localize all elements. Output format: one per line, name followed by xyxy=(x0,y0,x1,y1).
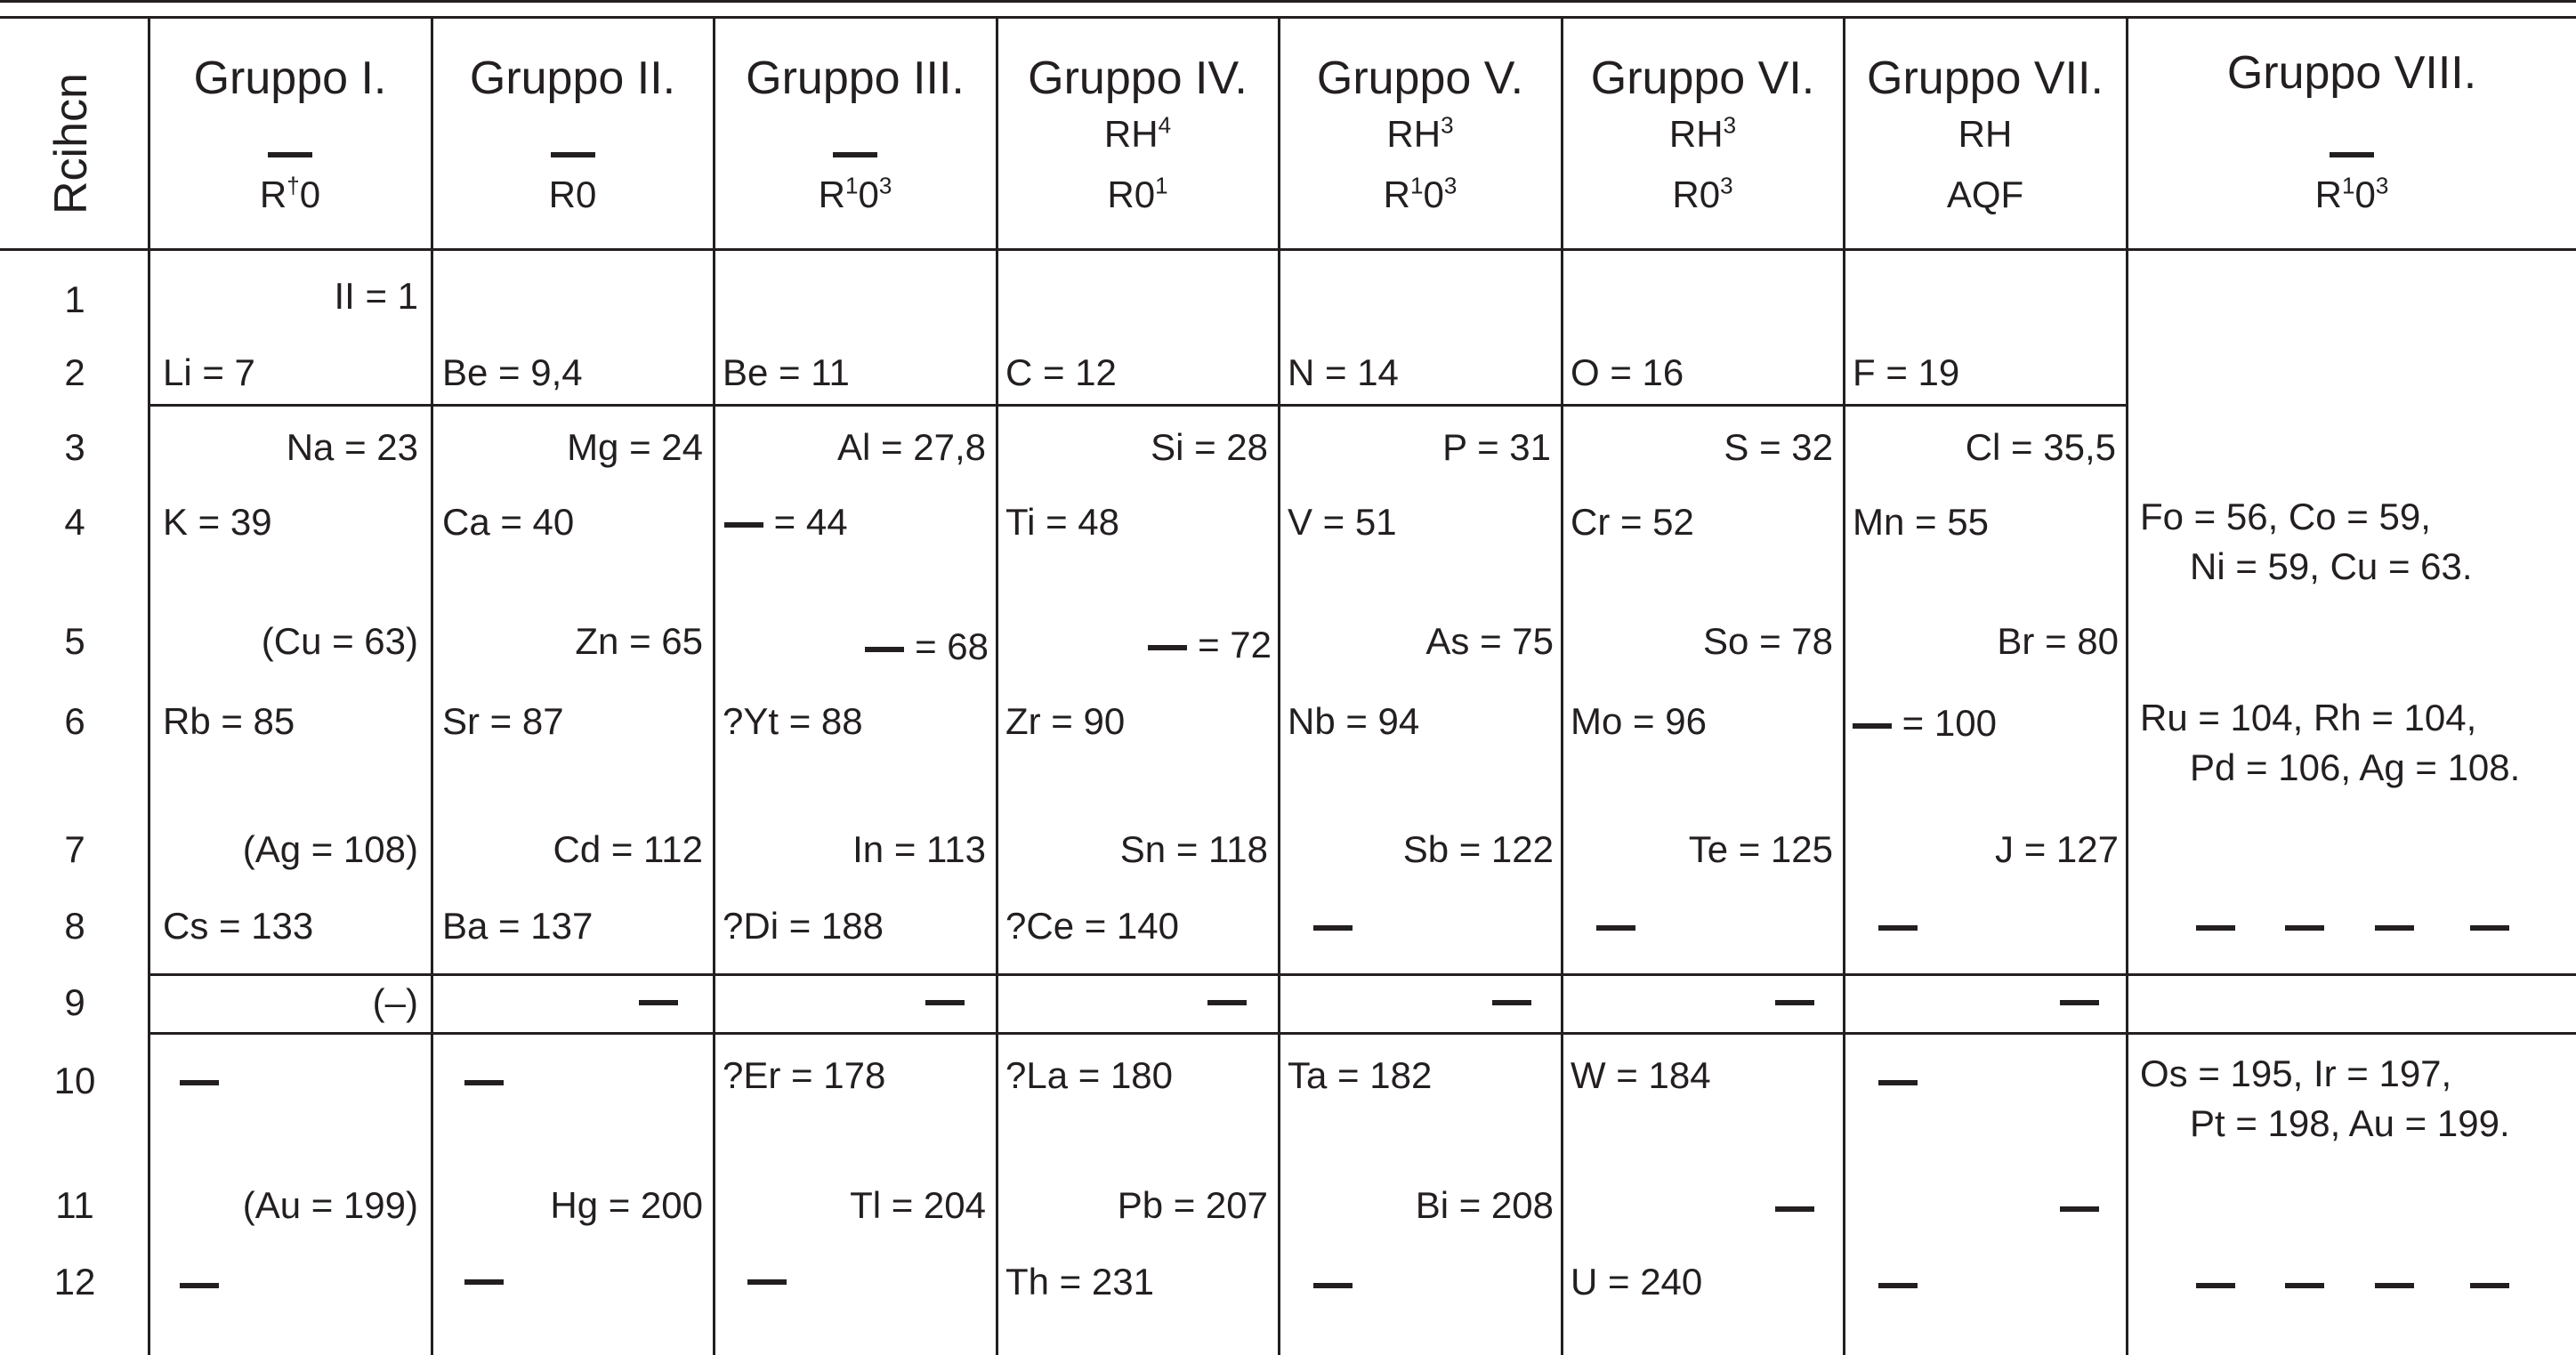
element-cell: As = 75 xyxy=(1425,620,1554,662)
element-cell: Cs = 133 xyxy=(163,905,314,947)
element-cell: Ti = 48 xyxy=(1005,501,1120,543)
element-cell: S = 32 xyxy=(1724,426,1833,468)
group-title: Gruppo II. xyxy=(469,52,676,104)
dash-mark xyxy=(1878,1080,1918,1085)
element-cell: II = 1 xyxy=(334,275,418,317)
dash-mark xyxy=(1492,1000,1531,1005)
group-header-1 xyxy=(149,18,431,248)
row-number: 1 xyxy=(64,278,85,320)
group-oxide: R†0 xyxy=(259,172,321,215)
element-cell: = 68 xyxy=(716,628,989,665)
element-cell: W = 184 xyxy=(1571,1054,1711,1096)
group-oxide: $R0^3$ xyxy=(1672,172,1733,215)
element-cell: Zn = 65 xyxy=(575,620,703,662)
element-cell: Bi = 208 xyxy=(1415,1184,1554,1226)
element-cell-multi: Os = 195, Ir = 197, Pt = 198, Au = 199. xyxy=(2140,1053,2510,1144)
group-header-6 xyxy=(1563,18,1843,248)
element-cell: Sn = 118 xyxy=(1119,828,1268,870)
element-cell: Sb = 122 xyxy=(1402,828,1554,870)
element-cell: Ba = 137 xyxy=(442,905,594,947)
dash-mark xyxy=(464,1279,504,1285)
group-oxide: $R^10^3$ xyxy=(2314,172,2389,215)
element-cell: K = 39 xyxy=(163,501,272,543)
element-cell: = 72 xyxy=(999,626,1272,664)
element-cell: Hg = 200 xyxy=(550,1184,703,1226)
dash-mark xyxy=(2285,925,2324,931)
element-cell: Al = 27,8 xyxy=(837,426,986,468)
group-title: Gruppo V. xyxy=(1316,52,1524,104)
element-cell: Li = 7 xyxy=(163,351,255,393)
group-title: Gruppo VIII. xyxy=(2226,47,2477,99)
row9-rule xyxy=(149,1032,2576,1035)
element-cell: So = 78 xyxy=(1703,620,1833,662)
row-number: 11 xyxy=(55,1184,94,1226)
element-cell: ?Yt = 88 xyxy=(723,700,863,742)
dash-mark xyxy=(551,152,595,157)
element-cell: C = 12 xyxy=(1005,351,1117,393)
group-oxide: R0 xyxy=(548,173,597,215)
element-cell: P = 31 xyxy=(1442,426,1551,468)
element-cell: U = 240 xyxy=(1571,1261,1703,1303)
dash-mark xyxy=(2196,925,2235,931)
element-cell: Si = 28 xyxy=(1151,426,1268,468)
element-cell: Nb = 94 xyxy=(1288,700,1420,742)
group-hydride: RH xyxy=(1958,113,2013,155)
group-title: Gruppo IV. xyxy=(1028,52,1248,104)
row-number: 7 xyxy=(64,828,85,870)
dash-mark xyxy=(1878,1283,1918,1288)
element-cell: Mn = 55 xyxy=(1853,501,1989,543)
element-cell: Zr = 90 xyxy=(1005,700,1126,742)
dash-mark xyxy=(2330,152,2374,157)
element-cell: Be = 11 xyxy=(723,351,850,393)
element-cell-multi: Fo = 56, Co = 59, Ni = 59, Cu = 63. xyxy=(2140,496,2473,587)
element-cell: N = 14 xyxy=(1288,351,1399,393)
element-cell: = 100 xyxy=(1853,705,1997,742)
dash-mark xyxy=(1853,723,1892,729)
element-cell: (Ag = 108) xyxy=(242,828,418,870)
row-number: 6 xyxy=(64,700,85,742)
dash-mark xyxy=(2196,1283,2235,1288)
element-cell: (Cu = 63) xyxy=(261,620,418,662)
element-cell: (Au = 199) xyxy=(242,1184,418,1226)
header-rule xyxy=(0,248,2576,251)
dash-mark xyxy=(1148,645,1187,650)
element-cell: In = 113 xyxy=(852,828,986,870)
element-cell: Rb = 85 xyxy=(163,700,295,742)
dash-mark xyxy=(1596,925,1635,931)
element-cell: Br = 80 xyxy=(1997,620,2119,662)
dash-mark xyxy=(180,1283,219,1288)
element-cell: V = 51 xyxy=(1288,501,1397,543)
dash-mark xyxy=(639,1000,678,1005)
group-title: Gruppo I. xyxy=(193,52,387,104)
element-cell-multi: Ru = 104, Rh = 104, Pd = 106, Ag = 108. xyxy=(2140,697,2521,788)
element-cell: Mg = 24 xyxy=(567,426,703,468)
element-cell: Sr = 87 xyxy=(442,700,564,742)
dash-mark xyxy=(268,152,312,157)
element-cell: Cl = 35,5 xyxy=(1965,426,2116,468)
row-number: 3 xyxy=(64,426,85,468)
element-cell: (–) xyxy=(372,981,418,1023)
element-cell: ?Di = 188 xyxy=(723,905,884,947)
group-oxide: $R^10^3$ xyxy=(1383,172,1458,215)
dash-mark xyxy=(180,1080,219,1085)
element-cell: ?La = 180 xyxy=(1005,1054,1174,1096)
element-cell: ?Er = 178 xyxy=(723,1054,886,1096)
dash-mark xyxy=(865,647,904,652)
element-cell: Tl = 204 xyxy=(850,1184,986,1226)
row-number: 10 xyxy=(53,1060,96,1101)
group-header-8 xyxy=(2128,18,2576,248)
row-number: 2 xyxy=(64,351,85,393)
row2-rule-g1-7 xyxy=(149,404,2128,407)
element-cell: Te = 125 xyxy=(1688,828,1833,870)
group-title: Gruppo III. xyxy=(746,52,965,104)
dash-mark xyxy=(2060,1000,2099,1005)
dash-mark xyxy=(2375,925,2414,931)
group-hydride: $RH^4$ xyxy=(1103,111,1172,155)
group-oxide: AQF xyxy=(1946,173,2024,215)
group-header-2 xyxy=(432,18,713,248)
dash-mark xyxy=(1775,1000,1814,1005)
dash-mark xyxy=(1313,1283,1353,1288)
group-header-3 xyxy=(715,18,996,248)
dash-mark xyxy=(833,152,877,157)
dash-mark xyxy=(2470,1283,2509,1288)
element-cell: Pb = 207 xyxy=(1117,1184,1268,1226)
group-oxide: $R^10^3$ xyxy=(818,172,892,215)
element-cell: J = 127 xyxy=(1995,828,2119,870)
element-cell: Mo = 96 xyxy=(1571,700,1707,742)
dash-mark xyxy=(2060,1206,2099,1212)
element-cell: Na = 23 xyxy=(286,426,418,468)
row-number: 4 xyxy=(64,501,85,543)
dash-mark xyxy=(1207,1000,1247,1005)
element-cell: ?Ce = 140 xyxy=(1005,905,1179,947)
dash-mark xyxy=(1775,1206,1814,1212)
dash-mark xyxy=(747,1279,787,1285)
row-number: 9 xyxy=(64,981,85,1023)
dash-mark xyxy=(2285,1283,2324,1288)
row-number: 8 xyxy=(64,905,85,947)
group-hydride: $RH^3$ xyxy=(1386,111,1454,155)
dash-mark xyxy=(724,522,763,528)
element-cell: F = 19 xyxy=(1853,351,1960,393)
element-cell: O = 16 xyxy=(1571,351,1684,393)
element-cell: Ca = 40 xyxy=(442,501,575,543)
dash-mark xyxy=(2470,925,2509,931)
group-header-7 xyxy=(1845,18,2126,248)
group-title: Gruppo VI. xyxy=(1590,52,1815,104)
group-hydride: $RH^3$ xyxy=(1668,111,1737,155)
group-header-5 xyxy=(1280,18,1561,248)
element-cell: Be = 9,4 xyxy=(442,351,583,393)
element-cell: Cr = 52 xyxy=(1571,501,1694,543)
row-number: 12 xyxy=(53,1261,96,1303)
group-header-4 xyxy=(997,18,1278,248)
series-label: Rcihcn xyxy=(45,73,97,214)
row-number: 5 xyxy=(64,620,85,662)
dash-mark xyxy=(1878,925,1918,931)
element-cell: Cd = 112 xyxy=(553,828,703,870)
element-cell: Th = 231 xyxy=(1005,1261,1154,1303)
dash-mark xyxy=(925,1000,965,1005)
dash-mark xyxy=(464,1080,504,1085)
dash-mark xyxy=(1313,925,1353,931)
group-oxide: $R0^1$ xyxy=(1107,172,1168,215)
group-title: Gruppo VII. xyxy=(1867,52,2104,104)
row8-rule xyxy=(149,973,2576,976)
top-rule xyxy=(0,0,2576,3)
element-cell: = 44 xyxy=(724,504,848,541)
element-cell: Ta = 182 xyxy=(1288,1054,1433,1096)
dash-mark xyxy=(2375,1283,2414,1288)
